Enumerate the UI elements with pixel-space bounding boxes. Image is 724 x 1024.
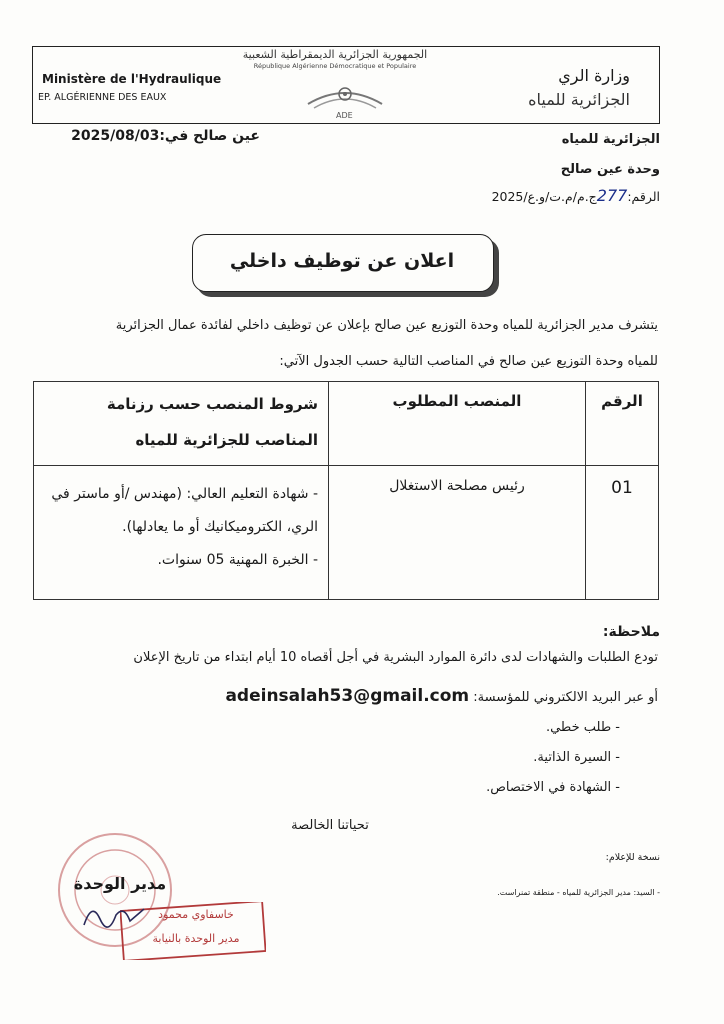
intro-line-2: للمياه وحدة التوزيع عين صالح في المناصب التالية حسب الجدول الآتي: <box>279 354 658 369</box>
ministry-arabic: وزارة الري <box>558 66 630 85</box>
ade-logo <box>300 74 390 120</box>
table-header-row <box>34 382 659 466</box>
condition-experience: - الخبرة المهنية 05 سنوات. <box>157 552 318 568</box>
required-documents-list <box>300 720 620 810</box>
closing-greeting: تحياتنا الخالصة <box>291 818 369 833</box>
list-item: - طلب خطي. <box>300 720 620 750</box>
list-item: - الشهادة في الاختصاص. <box>300 780 620 810</box>
republic-name-french: République Algérienne Démocratique et Populaire <box>253 62 417 70</box>
row-number: 01 <box>586 466 659 600</box>
logo-text: ADE <box>336 111 353 120</box>
company-arabic: الجزائرية للمياه <box>528 90 630 109</box>
reference-suffix: ج.م/م.ت/و.ع/2025 <box>491 189 597 204</box>
signer-title: مدير الوحدة <box>73 874 167 893</box>
page-title: اعلان عن توظيف داخلي <box>229 250 455 272</box>
email-intro: أو عبر البريد الالكتروني للمؤسسة: <box>473 690 658 705</box>
unit-name: وحدة عين صالح <box>560 162 660 177</box>
signer-role: مدير الوحدة بالنيابة <box>152 932 240 945</box>
email-link[interactable]: adeinsalah53@gmail.com <box>225 686 470 706</box>
signer-name: خاسفاوي محمود <box>158 908 234 921</box>
note-heading: ملاحظة: <box>602 624 660 640</box>
date-line: عين صالح في:2025/08/03 <box>71 128 260 144</box>
note-line-1: تودع الطلبات والشهادات لدى دائرة الموارد البشرية في أجل أقصاه 10 أيام ابتداء من تاريخ الإعلان <box>133 650 658 665</box>
copy-recipient: - السيد: مدير الجزائرية للمياه - منطقة تمنراست. <box>497 888 660 897</box>
row-conditions <box>34 466 329 600</box>
condition-degree: - شهادة التعليم العالي: (مهندس /أو ماستر في الري، الكتروميكانيك أو ما يعادلها). <box>51 486 318 535</box>
intro-line-1: يتشرف مدير الجزائرية للمياه وحدة التوزيع عين صالح بإعلان عن توظيف داخلي لفائدة عمال الجزائرية <box>115 318 658 333</box>
company-french: EP. ALGÉRIENNE DES EAUX <box>38 92 167 103</box>
handwritten-signature-icon <box>80 895 150 935</box>
header-conditions: شروط المنصب حسب رزنامة المناصب للجزائرية للمياه <box>34 382 329 466</box>
header-number: الرقم <box>586 382 659 466</box>
reference-prefix: الرقم: <box>627 189 660 204</box>
copy-heading: نسخة للإعلام: <box>605 852 660 863</box>
org-name: الجزائرية للمياه <box>561 132 660 147</box>
table-row <box>34 466 659 600</box>
reference-line <box>470 186 660 205</box>
posts-table <box>33 381 659 600</box>
reference-number: 277 <box>596 186 628 205</box>
note-line-2 <box>40 686 658 706</box>
list-item: - السيرة الذاتية. <box>300 750 620 780</box>
republic-name-arabic: الجمهورية الجزائرية الديمقراطية الشعبية <box>242 48 428 61</box>
ministry-french: Ministère de l'Hydraulique <box>42 72 222 86</box>
row-post: رئيس مصلحة الاستغلال <box>329 466 586 600</box>
header-post: المنصب المطلوب <box>329 382 586 466</box>
